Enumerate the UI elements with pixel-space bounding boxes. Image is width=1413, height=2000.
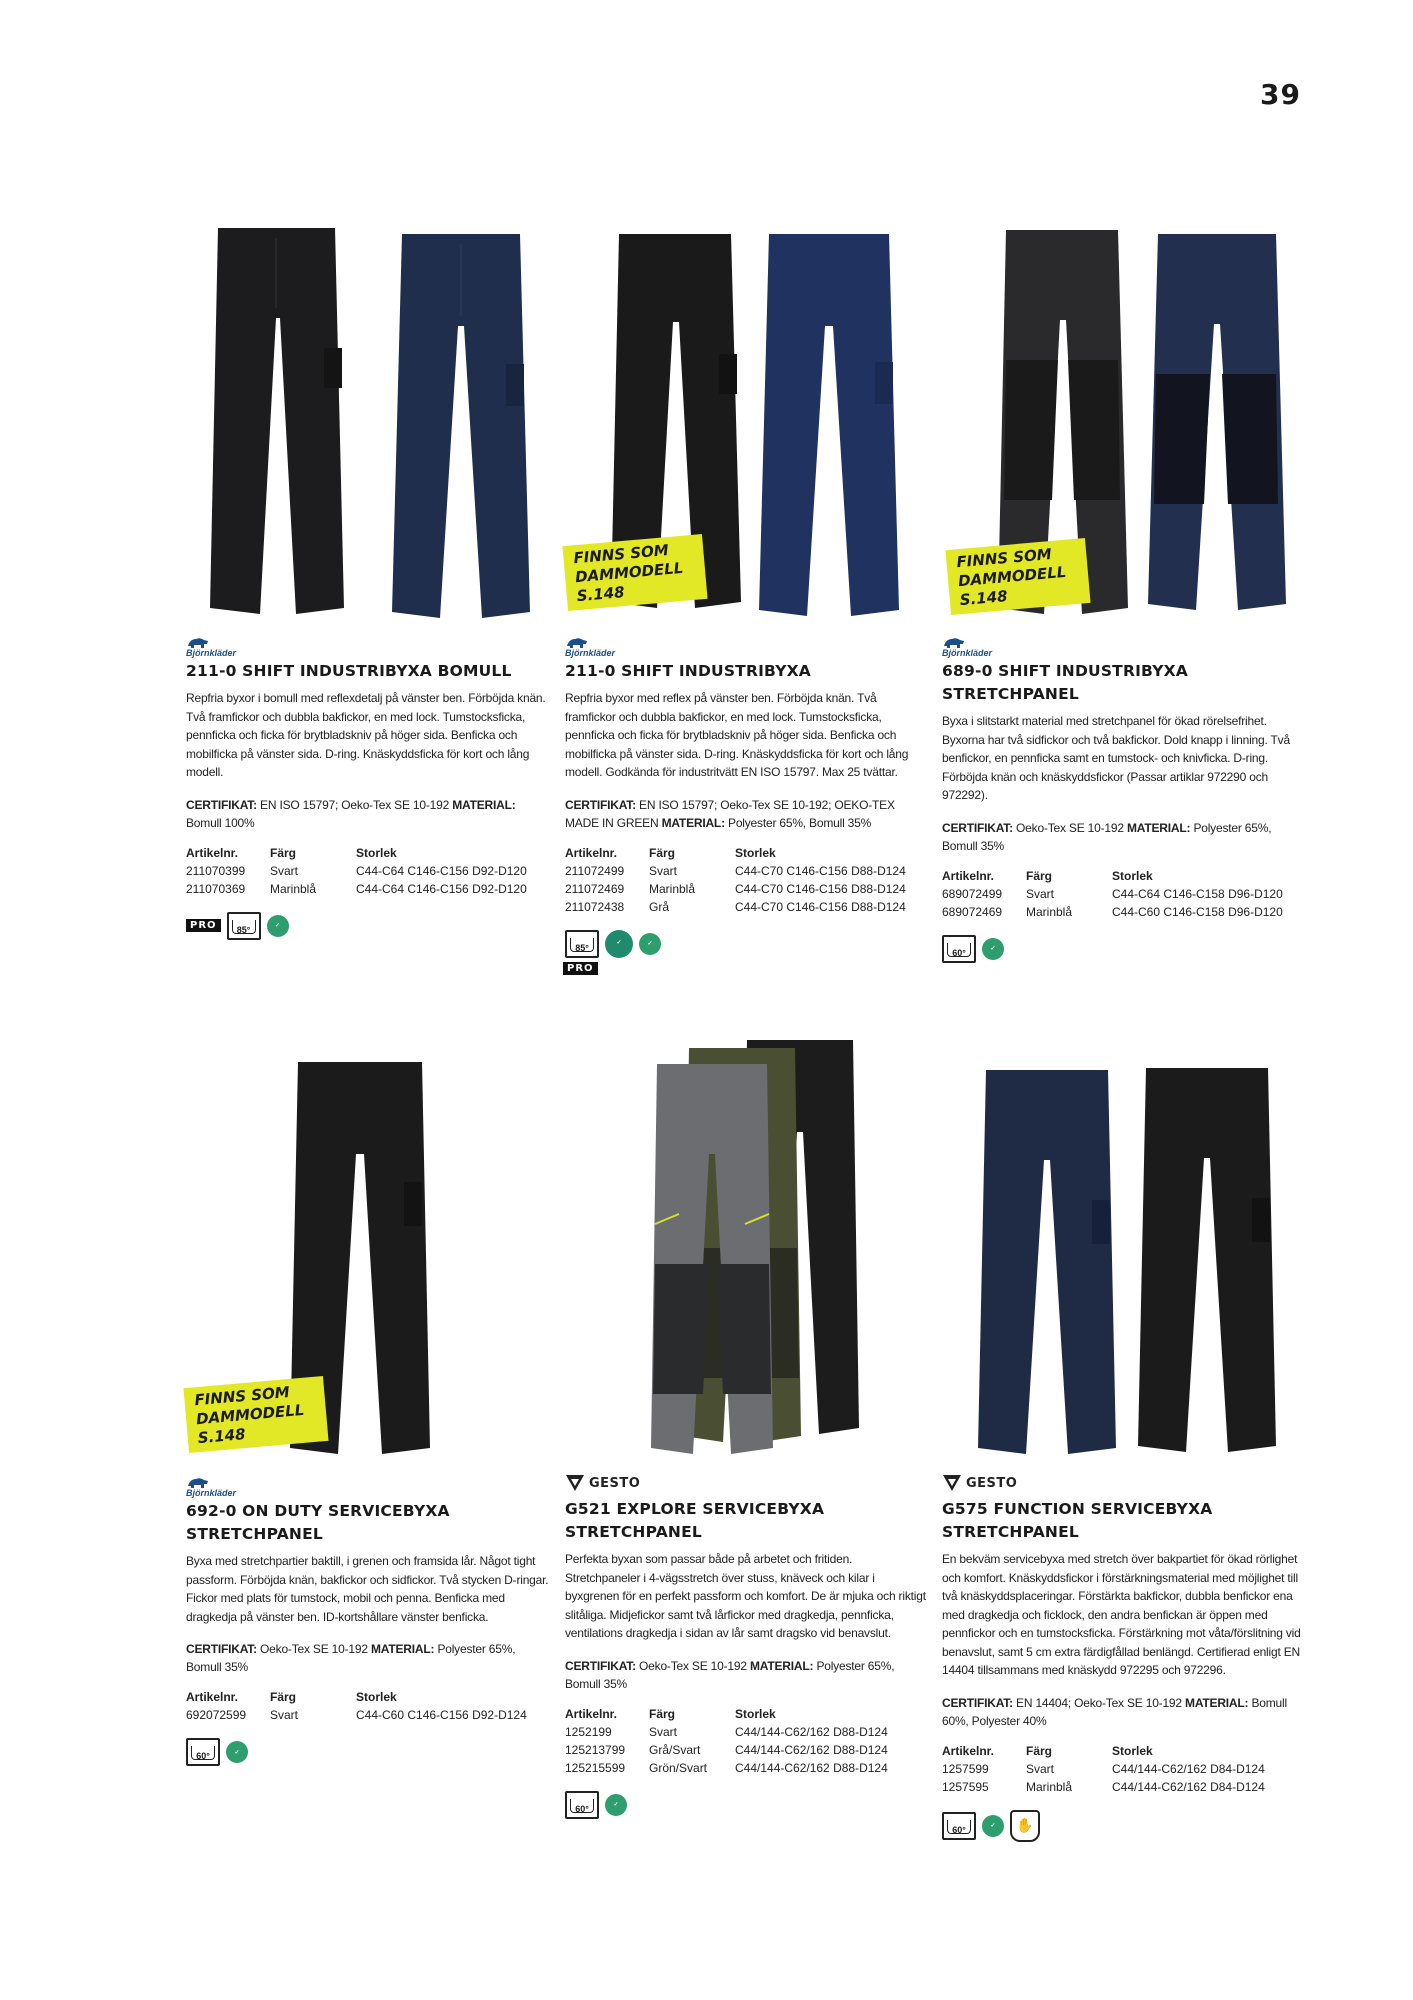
brand-logo [565,1470,930,1496]
oeko-tex-icon: ✓ [982,1815,1004,1837]
pants-grey-explore-image [645,1064,779,1460]
cell-color: Marinblå [270,881,317,896]
cell-size: C44/144-C62/162 D84-D124 [1112,1779,1265,1794]
cell-color: Svart [649,1724,678,1739]
cert-label: CERTIFIKAT: [565,797,636,812]
certificate-info [565,1657,930,1693]
cell-color: Svart [270,863,299,878]
womens-model-banner: FINNS SOM DAMMODELL S.148 [945,538,1090,615]
cell-color: Svart [1026,886,1055,901]
cert-label: CERTIFIKAT: [186,797,257,812]
col-header: Storlek [356,845,397,860]
material-value: Polyester 65%, Bomull 35% [942,820,1272,853]
care-icons [186,912,551,940]
table-row [565,1741,925,1759]
material-value: Polyester 65%, Bomull 35% [728,815,872,830]
product-info [942,630,1307,963]
wash-60-icon: 60° [186,1738,220,1766]
spec-table [565,1705,925,1777]
cert-label: CERTIFIKAT: [942,820,1013,835]
cell-article: 125213799 [565,1742,626,1757]
cell-size: C44-C64 C146-C156 D92-D120 [356,881,527,896]
cell-size: C44-C64 C146-C156 D92-D120 [356,863,527,878]
womens-model-banner: FINNS SOM DAMMODELL S.148 [183,1376,328,1453]
product-info [186,630,551,940]
cell-color: Svart [270,1708,299,1722]
pants-navy-image [386,234,536,624]
cell-article: 211070369 [186,881,246,896]
brand-name: Björnkläder [565,648,616,658]
oeko-tex-icon: ✓ [605,1794,627,1816]
cert-value: EN 14404; Oeko-Tex SE 10-192 [1016,1695,1182,1710]
oeko-tex-icon: ✓ [639,933,661,955]
cell-size: C44/144-C62/162 D88-D124 [735,1742,888,1757]
brand-name: Björnkläder [186,648,237,658]
pro-icon: PRO [186,919,221,932]
product-title: 689-0 SHIFT INDUSTRIBYXA STRETCHPANEL [942,662,1188,703]
table-row [942,903,1302,921]
cell-article: 211072469 [565,881,625,896]
col-header: Artikelnr. [565,845,618,860]
product-image [186,1040,551,1460]
cell-article: 211072438 [565,899,625,914]
col-header: Färg [1026,868,1053,883]
cell-size: C44-C60 C146-C156 D92-D124 [356,1708,527,1722]
wash-60-icon: 60° [565,1791,599,1819]
cert-label: CERTIFIKAT: [565,1658,636,1673]
cell-size: C44/144-C62/162 D88-D124 [735,1760,888,1775]
product-description: Byxa i slitstarkt material med stretchpanel för ökad rörelsefrihet. Byxorna har två sidfickor och två bakfickor. Dold knapp i linning. Två benfickor, en pennficka samt en tumstock- och knivficka. D-ring. Förböjda knän och knäskyddsfickor (Passar artiklar 972290 och 972292). [942,714,1290,802]
material-label: MATERIAL: [1126,820,1191,835]
cell-article: 211072499 [565,863,625,878]
spec-table [565,844,925,916]
wash-60-icon: 60° [942,1812,976,1840]
col-header: Storlek [356,1690,397,1704]
product-info [186,1470,551,1766]
product-info [942,1470,1307,1842]
care-icons [565,930,930,958]
col-header: Storlek [735,845,776,860]
spec-table [942,867,1302,921]
col-header: Storlek [735,1706,776,1721]
col-header: Färg [1026,1743,1053,1758]
care-icons [942,1810,1307,1842]
oeko-tex-icon: ✓ [267,915,289,937]
product-image [942,1040,1307,1460]
cell-color: Grå/Svart [649,1742,701,1757]
col-header: Artikelnr. [186,845,239,860]
care-icons [942,935,1307,963]
certificate-info [565,796,930,832]
table-row [565,1723,925,1741]
cert-value: EN ISO 15797; Oeko-Tex SE 10-192; OEKO-TEX MADE IN GREEN [565,797,895,830]
col-header: Färg [649,1706,676,1721]
cell-size: C44-C60 C146-C158 D96-D120 [1112,904,1283,919]
table-row [565,880,925,898]
product-title: G521 EXPLORE SERVICEBYXA STRETCHPANEL [565,1500,825,1541]
table-row [186,1706,546,1724]
oeko-tex-made-in-green-icon: ✓ [605,930,633,958]
cell-size: C44/144-C62/162 D88-D124 [735,1724,888,1739]
col-header: Artikelnr. [186,1690,239,1704]
product-description: Repfria byxor med reflex på vänster ben. Förböjda knän. Två framfickor och dubbla bakfickor, en med lock. Tumstocksficka, pennficka och ficka för brytbladskniv på höger sida. Benficka och mobilficka på vänster sida. D-ring. Knäskyddsficka för kort och lång modell. Godkända för industritvätt EN ISO 15797. Max 25 tvättar. [565,691,909,779]
col-header: Artikelnr. [942,1743,995,1758]
table-row [942,1760,1302,1778]
material-value: Polyester 65%, Bomull 35% [186,1642,516,1674]
cert-value: EN ISO 15797; Oeko-Tex SE 10-192 [260,797,450,812]
care-icons [565,1791,930,1819]
product-image [565,210,930,630]
material-value: Bomull 100% [186,815,255,830]
product-description: Repfria byxor i bomull med reflexdetalj på vänster ben. Förböjda knän. Två framfickor och dubbla bakfickor, en med lock. Tumstocksficka, pennficka och ficka för brytbladskniv på höger sida. Benficka och mobilficka på vänster sida. D-ring. Knäskyddsficka för kort och lång modell. [186,691,546,779]
product-info [565,630,930,975]
cell-article: 689072469 [942,904,1003,919]
cell-color: Marinblå [649,881,696,896]
material-label: MATERIAL: [661,815,725,830]
cert-value: Oeko-Tex SE 10-192 [260,1642,368,1656]
care-icons [186,1738,551,1766]
cell-size: C44-C64 C146-C158 D96-D120 [1112,886,1283,901]
table-row [565,1759,925,1777]
certificate-info [942,1694,1307,1730]
cell-size: C44-C70 C146-C156 D88-D124 [735,863,906,878]
table-row [186,862,546,880]
product-title: 211-0 SHIFT INDUSTRIBYXA [565,662,811,680]
wash-60-icon: 60° [942,935,976,963]
oeko-tex-icon: ✓ [982,938,1004,960]
cert-value: Oeko-Tex SE 10-192 [1016,820,1124,835]
material-label: MATERIAL: [370,1642,435,1656]
col-header: Färg [649,845,676,860]
cert-label: CERTIFIKAT: [186,1642,257,1656]
certificate-info [186,1640,551,1676]
material-value: Bomull 60%, Polyester 40% [942,1695,1287,1728]
cell-color: Grön/Svart [649,1760,708,1775]
certificate-info [942,819,1307,855]
col-header: Färg [270,845,297,860]
cell-article: 1257599 [942,1761,989,1776]
gesto-logo-icon [942,1474,962,1492]
cell-size: C44-C70 C146-C156 D88-D124 [735,899,906,914]
cell-color: Svart [1026,1761,1055,1776]
pro-icon: PRO [563,962,598,975]
page-number: 39 [1260,78,1301,111]
table-row [186,880,546,898]
product-description: En bekväm servicebyxa med stretch över bakpartiet för ökad rörlighet och komfort. Knäskyddsfickor i förstärkningsmaterial med möjlighet till två knäskyddsplaceringar. Förstärkta bakfickor, dubbla benfickor ena med dragkedja och ficklock, den andra benfickan är öppen med pennfickor och en tumstocksficka. Förstärkning mot våta/förslitning vid benavslut, samt 5 cm extra färdigfållad benlängd. Certifierad enligt EN 14404 tillsammans med knäskydd 972295 och 972296. [942,1552,1301,1677]
material-value: Polyester 65%, Bomull 35% [565,1658,895,1691]
product-image [186,210,551,630]
cert-value: Oeko-Tex SE 10-192 [639,1658,747,1673]
cell-article: 1252199 [565,1724,612,1739]
pants-navy-stretch-image [1142,234,1292,616]
material-label: MATERIAL: [1185,1695,1249,1710]
product-title: G575 FUNCTION SERVICEBYXA STRETCHPANEL [942,1500,1213,1541]
col-header: Artikelnr. [942,868,995,883]
pro-icon-row [563,962,930,975]
brand-logo [942,1470,1307,1496]
pants-navy-image [753,234,905,622]
cert-label: CERTIFIKAT: [942,1695,1013,1710]
table-row [942,1778,1302,1796]
product-description: Perfekta byxan som passar både på arbetet och fritiden. Stretchpaneler i 4-vägsstretch över stuss, knäveck och kilar i byxgrenen för en perfekt passform och komfort. De är mjuka och riktigt slitåliga. Midjefickor samt två lårfickor med dragkedja, pennficka, ventilations dragkedja i sidan av lår samt dragsko vid benavslut. [565,1552,926,1640]
cell-article: 689072499 [942,886,1003,901]
womens-model-banner: FINNS SOM DAMMODELL S.148 [562,534,707,611]
pants-navy-function-image [972,1070,1122,1460]
cell-size: C44/144-C62/162 D84-D124 [1112,1761,1265,1776]
col-header: Storlek [1112,868,1153,883]
cell-article: 692072599 [186,1708,247,1722]
material-label: MATERIAL: [452,797,516,812]
material-label: MATERIAL: [749,1658,814,1673]
product-title: 692-0 ON DUTY SERVICEBYXA STRETCHPANEL [186,1502,450,1543]
cell-article: 1257595 [942,1779,989,1794]
product-image [942,210,1307,630]
cell-article: 211070399 [186,863,246,878]
gesto-logo-icon [565,1474,585,1492]
wash-85-icon: 85° [565,930,599,958]
product-description: Byxa med stretchpartier baktill, i grenen och framsida lår. Något tight passform. Förböjda knän, bakfickor och sidfickor. Två stycken D-ringar. Fickor med plats för tumstock, mobil och penna. Benficka med dragkedja på vänster ben. ID-kortshållare vänster benficka. [186,1554,549,1624]
cell-article: 125215599 [565,1760,626,1775]
spec-table [186,1688,546,1724]
spec-table [186,844,546,898]
col-header: Storlek [1112,1743,1153,1758]
col-header: Artikelnr. [565,1706,618,1721]
product-info [565,1470,930,1819]
brand-name: Björnkläder [186,1488,237,1498]
cell-color: Marinblå [1026,904,1073,919]
product-image [565,1030,930,1460]
table-row [565,898,925,916]
table-row [942,885,1302,903]
brand-name: Björnkläder [942,648,993,658]
pants-black-image [204,228,349,620]
product-title: 211-0 SHIFT INDUSTRIBYXA BOMULL [186,662,512,680]
spec-table [942,1742,1302,1796]
cell-color: Marinblå [1026,1779,1073,1794]
cell-color: Grå [649,899,670,914]
brand-name: GESTO [589,1475,641,1491]
cell-color: Svart [649,863,678,878]
col-header: Färg [270,1690,297,1704]
brand-name: GESTO [966,1475,1018,1491]
certificate-info [186,796,551,832]
cell-size: C44-C70 C146-C156 D88-D124 [735,881,906,896]
wash-85-icon: 85° [227,912,261,940]
table-row [565,862,925,880]
oeko-tex-icon: ✓ [226,1741,248,1763]
pants-black-function-image [1132,1068,1282,1458]
en-14404-icon: ✋ [1010,1810,1040,1842]
